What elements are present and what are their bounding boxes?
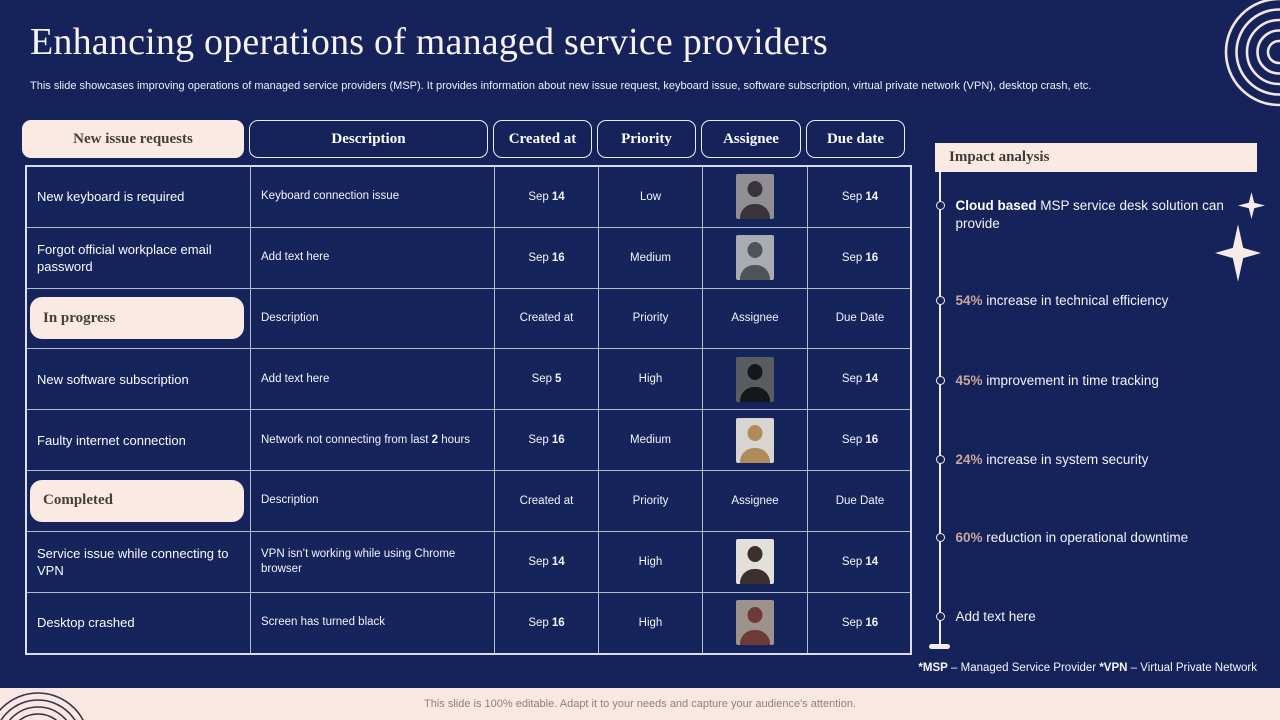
created-cell: Sep 16 — [495, 593, 599, 654]
issue-cell: Desktop crashed — [27, 593, 251, 654]
created-cell: Sep 16 — [495, 410, 599, 470]
impact-item: Cloud based MSP service desk solution can provide — [935, 197, 1257, 233]
header-due-date: Due date — [806, 120, 905, 158]
description-cell: Screen has turned black — [251, 593, 495, 654]
created-cell: Sep 14 — [495, 167, 599, 227]
due-cell: Sep 16 — [841, 616, 879, 629]
table-row — [27, 228, 910, 289]
issue-cell: New keyboard is required — [27, 167, 251, 227]
assignee-avatar — [736, 539, 774, 584]
description-cell: VPN isn’t working while using Chrome browser — [251, 532, 495, 592]
footnote: *MSP – Managed Service Provider *VPN – Virtual Private Network — [918, 662, 1257, 674]
assignee-cell — [703, 349, 808, 409]
assignee-cell — [703, 532, 808, 592]
created-cell: Sep 5 — [495, 349, 599, 409]
impact-analysis-title: Impact analysis — [935, 143, 1257, 172]
assignee-cell — [703, 410, 808, 470]
header-created-at: Created at — [493, 120, 592, 158]
header-assignee: Assignee — [701, 120, 801, 158]
table-row — [27, 410, 910, 471]
created-cell: Sep 14 — [495, 532, 599, 592]
assignee-cell — [703, 167, 808, 227]
assignee-cell: Assignee — [703, 471, 808, 531]
timeline-dot-icon — [936, 296, 945, 305]
priority-cell: High — [599, 349, 703, 409]
due-cell: Sep 14 — [841, 373, 879, 386]
issue-cell: New software subscription — [27, 349, 251, 409]
section-pill: Completed — [30, 480, 244, 522]
impact-item: Add text here — [935, 608, 1257, 626]
bottom-strip — [0, 688, 1280, 720]
priority-cell: Medium — [599, 228, 703, 288]
assignee-avatar — [736, 235, 774, 280]
page-subtitle: This slide showcases improving operations of managed service providers (MSP). It provides information about new issue request, keyboard issue, software subscription, virtual private network (VPN), desktop crash, etc. — [30, 80, 1092, 92]
due-cell: Sep 16 — [841, 251, 879, 264]
issue-cell: Forgot official workplace email password — [27, 228, 251, 288]
timeline-dot-icon — [936, 533, 945, 542]
editable-note: This slide is 100% editable. Adapt it to your needs and capture your audience's attention. — [424, 698, 856, 710]
due-cell: Sep 14 — [841, 555, 879, 568]
issue-cell: Service issue while connecting to VPN — [27, 532, 251, 592]
due-cell: Sep 14 — [841, 190, 879, 203]
section-label-cell — [27, 289, 251, 349]
section-pill: In progress — [30, 297, 244, 339]
description-cell: Network not connecting from last 2 hours — [251, 410, 495, 470]
description-cell: Description — [251, 289, 495, 349]
assignee-cell: Assignee — [703, 289, 808, 349]
description-cell: Description — [251, 471, 495, 531]
header-new-issue-requests: New issue requests — [22, 120, 244, 158]
timeline-dot-icon — [936, 612, 945, 621]
timeline-dot-icon — [936, 376, 945, 385]
section-row-completed — [27, 471, 910, 532]
impact-item: 45% improvement in time tracking — [935, 372, 1257, 390]
priority-cell: Priority — [599, 471, 703, 531]
due-cell: Due Date — [835, 312, 885, 325]
description-cell: Add text here — [251, 228, 495, 288]
assignee-avatar — [736, 357, 774, 402]
description-cell: Keyboard connection issue — [251, 167, 495, 227]
due-cell: Due Date — [835, 494, 885, 507]
sparkle-icon — [1238, 192, 1265, 219]
header-priority: Priority — [597, 120, 696, 158]
created-cell: Sep 16 — [495, 228, 599, 288]
impact-item: 54% increase in technical efficiency — [935, 292, 1257, 310]
priority-cell: Medium — [599, 410, 703, 470]
concentric-circles-decoration — [0, 688, 110, 720]
priority-cell: High — [599, 593, 703, 654]
table-header-row — [22, 120, 912, 158]
concentric-circles-decoration — [1200, 0, 1280, 110]
section-row-in-progress — [27, 289, 910, 350]
timeline-end-tick — [929, 644, 950, 649]
priority-cell: Low — [599, 167, 703, 227]
issues-table — [25, 165, 912, 655]
table-row — [27, 167, 910, 228]
assignee-avatar — [736, 174, 774, 219]
timeline-dot-icon — [936, 201, 945, 210]
impact-item: 60% reduction in operational downtime — [935, 529, 1257, 547]
assignee-avatar — [736, 418, 774, 463]
due-cell: Sep 16 — [841, 434, 879, 447]
assignee-avatar — [736, 600, 774, 645]
description-cell: Add text here — [251, 349, 495, 409]
header-description: Description — [249, 120, 488, 158]
impact-item: 24% increase in system security — [935, 451, 1257, 469]
table-row — [27, 349, 910, 410]
timeline-dot-icon — [936, 455, 945, 464]
issue-cell: Faulty internet connection — [27, 410, 251, 470]
created-cell: Created at — [495, 289, 599, 349]
priority-cell: High — [599, 532, 703, 592]
impact-analysis-panel — [935, 143, 1257, 663]
table-row — [27, 593, 910, 654]
assignee-cell — [703, 228, 808, 288]
section-label-cell — [27, 471, 251, 531]
page-title: Enhancing operations of managed service providers — [30, 21, 829, 63]
timeline-line — [939, 172, 941, 649]
sparkle-icon — [1215, 224, 1261, 282]
assignee-cell — [703, 593, 808, 654]
table-row — [27, 532, 910, 593]
created-cell: Created at — [495, 471, 599, 531]
priority-cell: Priority — [599, 289, 703, 349]
